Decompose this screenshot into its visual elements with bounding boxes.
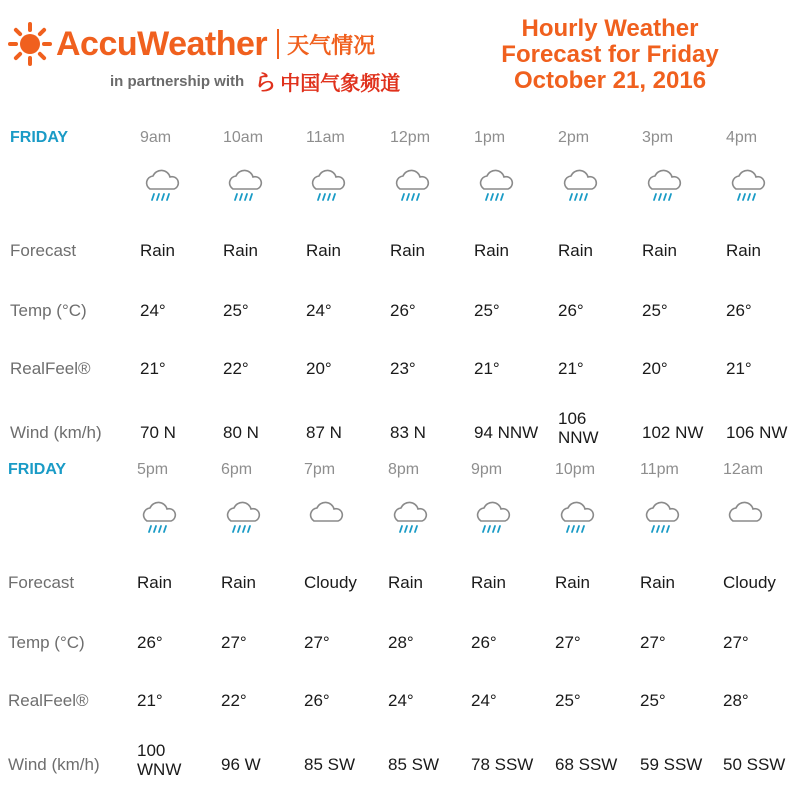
realfeel-value: 24° (471, 691, 497, 710)
forecast-value: Rain (390, 241, 425, 260)
wind-row (0, 741, 800, 779)
wind-value: 50 SSW (723, 755, 786, 774)
hour-label: 12am (723, 461, 764, 478)
realfeel-value: 21° (474, 359, 500, 378)
realfeel-value: 21° (558, 359, 584, 378)
forecast-value: Rain (640, 573, 675, 592)
forecast-value: Rain (137, 573, 172, 592)
sun-logo-icon (8, 22, 52, 66)
hour-row (0, 129, 800, 153)
icon-row (0, 501, 800, 537)
hour-label: 4pm (726, 129, 758, 146)
hour-label: 5pm (137, 461, 169, 478)
temp-value: 24° (140, 301, 166, 320)
forecast-value: Cloudy (304, 573, 357, 592)
partner-name: 中国气象频道 (280, 73, 401, 95)
day-label: FRIDAY (8, 461, 67, 478)
temp-value: 27° (555, 633, 581, 652)
rain-cloud-icon (137, 501, 179, 537)
rain-cloud-icon (221, 501, 263, 537)
rain-cloud-icon (555, 501, 597, 537)
forecast-value: Rain (306, 241, 341, 260)
wind-value: 106 NNW (558, 409, 599, 447)
realfeel-value: 23° (390, 359, 416, 378)
rain-cloud-icon (558, 169, 600, 205)
wind-value: 106 NW (726, 423, 788, 442)
wind-value: 96 W (221, 755, 261, 774)
hour-label: 1pm (474, 129, 506, 146)
temp-label: Temp (°C) (8, 633, 85, 652)
hour-label: 11pm (640, 461, 679, 478)
wind-value: 59 SSW (640, 755, 703, 774)
cloud-icon (723, 501, 765, 537)
rain-cloud-icon (474, 169, 516, 205)
hour-label: 2pm (558, 129, 590, 146)
rain-cloud-icon (640, 501, 682, 537)
wind-label: Wind (km/h) (8, 755, 100, 774)
temp-value: 27° (221, 633, 247, 652)
forecast-label: Forecast (10, 241, 77, 260)
wind-value: 94 NNW (474, 423, 539, 442)
title-line-3: October 21, 2016 (513, 67, 707, 94)
wind-value: 85 SW (388, 755, 440, 774)
icon-row (0, 169, 800, 205)
hour-label: 6pm (221, 461, 253, 478)
temp-value: 25° (474, 301, 500, 320)
temp-value: 28° (388, 633, 414, 652)
realfeel-value: 25° (640, 691, 666, 710)
hour-label: 11am (306, 129, 345, 146)
realfeel-label: RealFeel® (10, 359, 91, 378)
temp-value: 26° (558, 301, 584, 320)
realfeel-value: 25° (555, 691, 581, 710)
realfeel-value: 21° (137, 691, 163, 710)
title-line-1: Hourly Weather (521, 15, 699, 42)
temp-value: 27° (640, 633, 666, 652)
hour-label: 3pm (642, 129, 674, 146)
wind-value: 100 WNW (137, 741, 182, 779)
temp-value: 24° (306, 301, 332, 320)
realfeel-value: 20° (642, 359, 668, 378)
temp-label: Temp (°C) (10, 301, 87, 320)
wind-value: 83 N (390, 423, 426, 442)
realfeel-value: 26° (304, 691, 330, 710)
rain-cloud-icon (140, 169, 182, 205)
realfeel-value: 21° (140, 359, 166, 378)
temp-value: 26° (471, 633, 497, 652)
realfeel-row (0, 691, 800, 715)
realfeel-value: 20° (306, 359, 332, 378)
hour-row (0, 461, 800, 485)
forecast-value: Rain (388, 573, 423, 592)
realfeel-value: 24° (388, 691, 414, 710)
forecast-value: Rain (642, 241, 677, 260)
wind-value: 70 N (140, 423, 176, 442)
wind-value: 80 N (223, 423, 259, 442)
rain-cloud-icon (306, 169, 348, 205)
cloud-icon (304, 501, 346, 537)
forecast-value: Cloudy (723, 573, 776, 592)
hour-label: 9pm (471, 461, 503, 478)
forecast-value: Rain (221, 573, 256, 592)
wind-label: Wind (km/h) (10, 423, 102, 442)
partnership-line (110, 66, 400, 97)
day-label: FRIDAY (10, 129, 69, 146)
wind-value: 85 SW (304, 755, 356, 774)
hour-label: 12pm (390, 129, 431, 146)
realfeel-value: 21° (726, 359, 752, 378)
forecast-value: Rain (474, 241, 509, 260)
hour-label: 9am (140, 129, 172, 146)
forecast-value: Rain (558, 241, 593, 260)
rain-cloud-icon (390, 169, 432, 205)
hour-label: 10pm (555, 461, 596, 478)
hour-label: 8pm (388, 461, 420, 478)
forecast-value: Rain (555, 573, 590, 592)
realfeel-value: 22° (221, 691, 247, 710)
realfeel-label: RealFeel® (8, 691, 89, 710)
temp-row (0, 633, 800, 657)
title-line-2: Forecast for Friday (501, 41, 719, 68)
rain-cloud-icon (388, 501, 430, 537)
brand-divider (277, 29, 279, 59)
realfeel-row (0, 359, 800, 383)
forecast-row (0, 241, 800, 265)
partner-logo-icon: ら (254, 70, 277, 95)
temp-value: 26° (137, 633, 163, 652)
temp-value: 25° (642, 301, 668, 320)
rain-cloud-icon (726, 169, 768, 205)
rain-cloud-icon (642, 169, 684, 205)
hour-label: 7pm (304, 461, 336, 478)
wind-row (0, 409, 800, 447)
brand-name: AccuWeather (56, 24, 268, 63)
forecast-value: Rain (223, 241, 258, 260)
temp-value: 26° (390, 301, 416, 320)
forecast-value: Rain (140, 241, 175, 260)
wind-value: 68 SSW (555, 755, 618, 774)
forecast-value: Rain (726, 241, 761, 260)
wind-value: 78 SSW (471, 755, 534, 774)
temp-value: 27° (304, 633, 330, 652)
brand-logo (8, 22, 375, 66)
page-title (470, 16, 750, 94)
wind-value: 87 N (306, 423, 342, 442)
forecast-label: Forecast (8, 573, 75, 592)
partner-text: in partnership with (110, 73, 245, 90)
rain-cloud-icon (223, 169, 265, 205)
rain-cloud-icon (471, 501, 513, 537)
forecast-row (0, 573, 800, 597)
temp-row (0, 301, 800, 325)
realfeel-value: 22° (223, 359, 249, 378)
brand-chinese-name: 天气情况 (287, 32, 376, 58)
forecast-value: Rain (471, 573, 506, 592)
temp-value: 25° (223, 301, 249, 320)
hour-label: 10am (223, 129, 264, 146)
temp-value: 27° (723, 633, 749, 652)
wind-value: 102 NW (642, 423, 704, 442)
realfeel-value: 28° (723, 691, 749, 710)
temp-value: 26° (726, 301, 752, 320)
